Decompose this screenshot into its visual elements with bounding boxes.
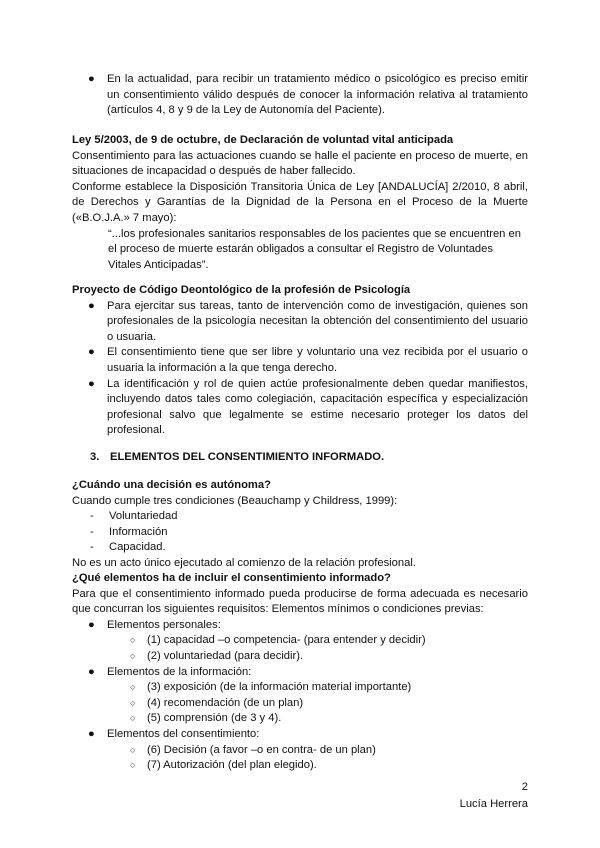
proyecto-bullet: ● La identificación y rol de quien actúe profesionalmente deben quedar manifiestos, incluyendo datos tales como colegiación, capacitación específica y especialización profesional salvo que legalmente se estime necesario proteger los datos del profesional. [88,377,528,437]
elementos-question: ¿Qué elementos ha de incluir el consentimiento informado? [72,572,391,584]
proyecto-section [72,283,528,439]
elementos-subitem: ○ (7) Autorización (del plan elegido). [130,759,317,772]
ley-title: Ley 5/2003, de 9 de octubre, de Declaración de voluntad vital anticipada [72,134,454,146]
elementos-subitem: ○ (1) capacidad –o competencia- (para entender y decidir) [130,634,426,647]
elementos-section [72,571,528,774]
elementos-subitem: ○ (2) voluntariedad (para decidir). [130,649,304,662]
intro-bullet-text: En la actualidad, para recibir un tratamiento médico o psicológico es preciso emitir un consentimiento válido después de conocer la información relativa al tratamiento (artículos 4, 8 y 9 de la Ley de Autonomía del Paciente). [107,73,528,117]
bullet-marker: ● [88,377,95,390]
condition-item: - Capacidad. [90,541,166,554]
ley-para1: Consentimiento para las actuaciones cuando se halle el paciente en proceso de muerte, en situaciones de incapacidad o después de haber fallecido. [72,149,528,178]
elementos-group: ● Elementos de la información: [72,665,528,681]
proyecto-bullet: ● Para ejercitar sus tareas, tanto de intervención como de investigación, quienes son profesionales de la psicología necesitan la obtención del consentimiento del usuario o usuaria. [88,299,528,343]
elementos-intro: Para que el consentimiento informado pueda producirse de forma adecuada es necesario que concurran los siguientes requisitos: Elementos mínimos o condiciones previas: [72,587,528,616]
autonoma-note: No es un acto único ejecutado al comienzo de la relación profesional. [72,556,416,569]
bullet-marker: ● [88,618,95,631]
condition-item: - Voluntariedad [90,510,178,523]
bullet-marker: ● [88,665,95,678]
condition-item: - Información [90,525,168,538]
page-number: 2 [521,781,528,793]
bullet-marker: ● [88,727,95,740]
ley-quote: “...los profesionales sanitarios responsables de los pacientes que se encuentren en el proceso de muerte estarán obligados a consultar el Registro de Voluntades Vitales Anticipadas”. [108,227,521,271]
section-title: ELEMENTOS DEL CONSENTIMIENTO INFORMADO. [110,451,385,463]
ley-section [72,133,528,273]
proyecto-title: Proyecto de Código Deontológico de la profesión de Psicología [72,284,411,296]
elementos-subitem: ○ (6) Decisión (a favor –o en contra- de un plan) [130,743,376,756]
elementos-subitem: ○ (5) comprensión (de 3 y 4). [130,712,282,725]
footer-author: Lucía Herrera [459,798,528,810]
section-number: 3. [90,451,100,463]
elementos-subitem: ○ (3) exposición (de la información material importante) [130,681,412,694]
ley-para2: Conforme establece la Disposición Transitoria Única de Ley [ANDALUCÍA] 2/2010, 8 abril, de Derechos y Garantías de la Dignidad de la Persona en el Proceso de la Muerte («B.O.J.A.» 7 mayo): [72,180,528,224]
proyecto-bullet: ● El consentimiento tiene que ser libre y voluntario una vez recibida por el usuario o usuaria la información a la que tenga derecho. [88,346,528,374]
autonoma-intro: Cuando cumple tres condiciones (Beauchamp y Childress, 1999): [72,494,398,507]
section3-heading [72,450,528,466]
autonoma-section [72,478,528,572]
intro-bullet [72,72,528,119]
elementos-subitem: ○ (4) recomendación (de un plan) [130,696,304,709]
elementos-group: ● Elementos del consentimiento: [72,727,528,743]
bullet-marker: ● [88,73,95,85]
bullet-marker: ● [88,346,95,359]
elementos-group: ● Elementos personales: [72,618,528,634]
bullet-marker: ● [88,299,95,312]
autonoma-question: ¿Cuándo una decisión es autónoma? [72,479,271,491]
